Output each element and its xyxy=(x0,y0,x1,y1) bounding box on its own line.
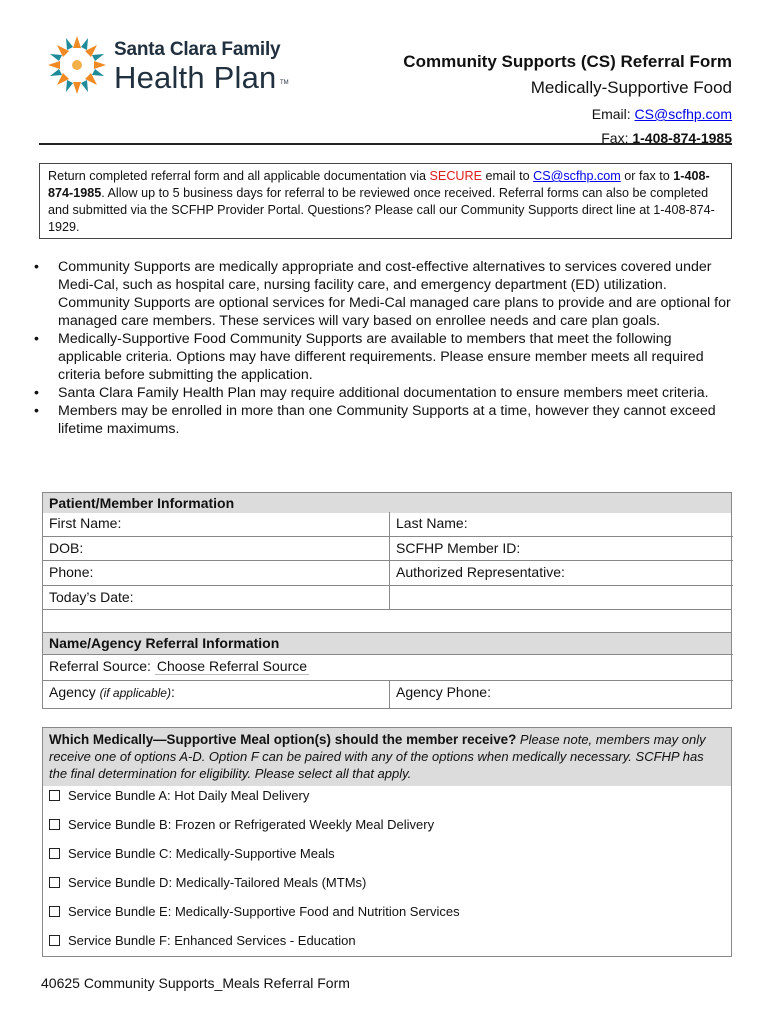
meal-options-section xyxy=(42,727,732,957)
checkbox-icon[interactable] xyxy=(49,819,60,830)
todays-date-field[interactable] xyxy=(43,585,389,609)
auth-rep-field[interactable] xyxy=(389,560,733,585)
form-header xyxy=(403,52,732,146)
option-label: Service Bundle B: Frozen or Refrigerated Weekly Meal Delivery xyxy=(68,817,435,832)
agency-note: (if applicable) xyxy=(99,686,171,700)
logo-trademark: TM xyxy=(280,80,289,86)
notice-text-4: . Allow up to 5 business days for referral to be reviewed once received. Referral forms can also be completed and submitted via the SCFHP Provider Portal. Questions? Please call our Community Supports direct line at 1-408-874-1929. xyxy=(48,186,715,234)
member-id-field[interactable] xyxy=(389,536,733,560)
option-label: Service Bundle F: Enhanced Services - Education xyxy=(68,933,356,948)
checkbox-icon[interactable] xyxy=(49,877,60,888)
instructions-box xyxy=(39,163,732,239)
bullet-dot-icon: • xyxy=(34,385,39,401)
bullet-item xyxy=(31,258,731,330)
fax-number: 1-408-874-1985 xyxy=(632,130,732,146)
info-bullets xyxy=(31,258,731,438)
notice-text-3: or fax to xyxy=(620,169,674,183)
option-bundle-e[interactable] xyxy=(49,904,460,919)
logo-line-2: Health Plan xyxy=(114,60,277,95)
blank-cell xyxy=(389,585,733,609)
option-label: Service Bundle D: Medically-Tailored Meals (MTMs) xyxy=(68,875,367,890)
agency-label: Agency xyxy=(49,684,100,700)
scfhp-logo xyxy=(46,34,306,100)
notice-email-link[interactable]: CS@scfhp.com xyxy=(533,169,621,183)
first-name-field[interactable] xyxy=(43,512,389,536)
bullet-text: Santa Clara Family Health Plan may require additional documentation to ensure members meet criteria. xyxy=(58,385,709,401)
todays-date-label: Today’s Date: xyxy=(49,589,134,605)
bullet-dot-icon: • xyxy=(34,403,39,419)
option-label: Service Bundle E: Medically-Supportive Food and Nutrition Services xyxy=(68,904,460,919)
agency-colon: : xyxy=(170,684,175,700)
form-title: Community Supports (CS) Referral Form xyxy=(403,52,732,71)
option-bundle-c[interactable] xyxy=(49,846,335,861)
email-label: Email: xyxy=(591,106,635,122)
bullet-text: Community Supports are medically appropriate and cost-effective alternatives to services covered under Medi-Cal, such as hospital care, nursing facility care, and emergency department (ED) utilization. Community Supports are optional services for Medi-Cal managed care plans to provide and are optional for managed care members. These services will vary based on enrollee needs and care plan goals. xyxy=(58,259,731,329)
bullet-item xyxy=(31,402,731,438)
phone-field[interactable] xyxy=(43,560,389,585)
form-subtitle: Medically-Supportive Food xyxy=(530,78,732,97)
agency-phone-label: Agency Phone: xyxy=(396,684,491,700)
spacer-row xyxy=(43,609,731,633)
option-bundle-a[interactable] xyxy=(49,788,309,803)
option-bundle-d[interactable] xyxy=(49,875,366,890)
patient-referral-section xyxy=(42,492,732,709)
logo-line-1: Santa Clara Family xyxy=(114,39,281,60)
email-link[interactable]: CS@scfhp.com xyxy=(634,106,732,122)
option-label: Service Bundle A: Hot Daily Meal Delivery xyxy=(68,788,310,803)
notice-text-2: email to xyxy=(482,169,534,183)
dob-label: DOB: xyxy=(49,540,84,556)
checkbox-icon[interactable] xyxy=(49,906,60,917)
secure-label: SECURE xyxy=(429,169,482,183)
agency-field[interactable] xyxy=(43,680,389,708)
dob-field[interactable] xyxy=(43,536,389,560)
meal-question-note: Please note, members may only receive one of options A-D. Option F can be paired with any of the options when medically necessary. SCFHP has the final determination for eligibility. Please select all that apply. xyxy=(49,732,706,781)
checkbox-icon[interactable] xyxy=(49,790,60,801)
header-divider xyxy=(39,143,732,145)
patient-heading: Patient/Member Information xyxy=(43,493,731,513)
option-bundle-b[interactable] xyxy=(49,817,434,832)
notice-text-1: Return completed referral form and all applicable documentation via xyxy=(48,169,430,183)
auth-rep-label: Authorized Representative: xyxy=(396,564,565,580)
phone-label: Phone: xyxy=(49,564,94,580)
bullet-text: Medically-Supportive Food Community Supports are available to members that meet the following applicable criteria. Options may have different requirements. Please ensure member meets all required criteria before submitting the application. xyxy=(58,331,704,383)
header-email xyxy=(403,106,732,122)
referral-heading: Name/Agency Referral Information xyxy=(43,632,731,654)
last-name-field[interactable] xyxy=(389,512,733,536)
last-name-label: Last Name: xyxy=(396,515,468,531)
meal-question-title: Which Medically—Supportive Meal option(s) should the member receive? xyxy=(49,732,517,747)
option-label: Service Bundle C: Medically-Supportive Meals xyxy=(68,846,335,861)
option-bundle-f[interactable] xyxy=(49,933,356,948)
bullet-item xyxy=(31,384,731,402)
first-name-label: First Name: xyxy=(49,515,122,531)
bullet-item xyxy=(31,330,731,384)
bullet-dot-icon: • xyxy=(34,331,39,347)
checkbox-icon[interactable] xyxy=(49,935,60,946)
bullet-text: Members may be enrolled in more than one Community Supports at a time, however they cannot exceed lifetime maximums. xyxy=(58,403,716,437)
sunburst-logo-icon xyxy=(46,34,108,96)
notice-fax: 1-408-874-1985 xyxy=(48,169,710,200)
member-id-label: SCFHP Member ID: xyxy=(396,540,521,556)
referral-source-row xyxy=(43,654,733,680)
agency-phone-field[interactable] xyxy=(389,680,733,708)
referral-source-dropdown[interactable]: Choose Referral Source xyxy=(156,658,308,674)
form-footer: 40625 Community Supports_Meals Referral Form xyxy=(41,975,350,991)
bullet-dot-icon: • xyxy=(34,259,39,275)
referral-source-label: Referral Source: xyxy=(49,658,151,674)
fax-label: Fax: xyxy=(601,130,633,146)
checkbox-icon[interactable] xyxy=(49,848,60,859)
meal-question xyxy=(43,728,731,786)
